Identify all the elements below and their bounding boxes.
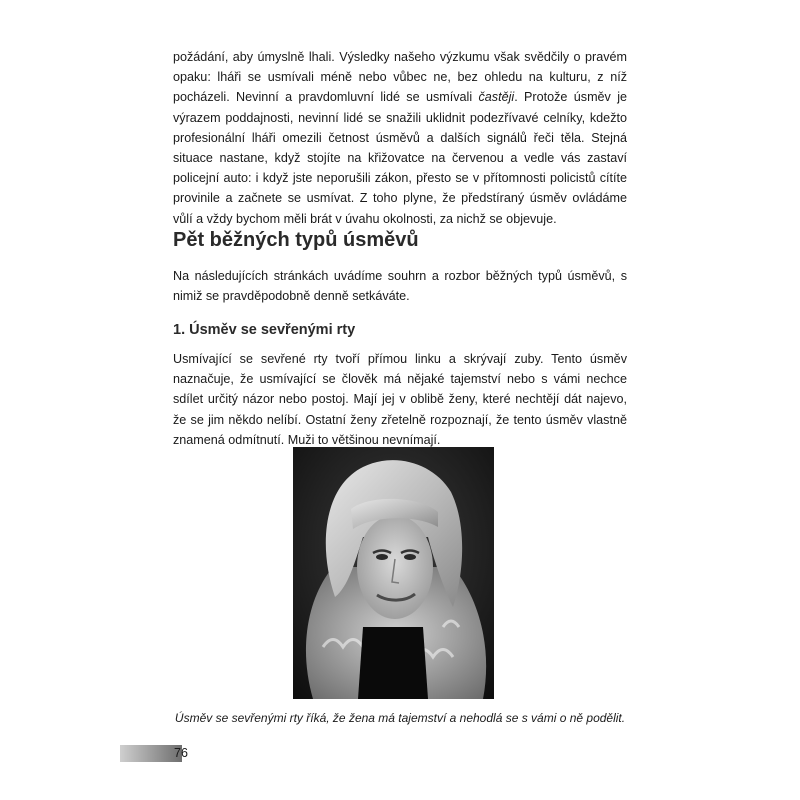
body-paragraph-2: Usmívající se sevřené rty tvoří přímou linku a skrývají zuby. Tento úsměv naznačuje, že usmívající se člověk má nějaké tajemství nebo s vámi nechce sdílet určitý názor nebo postoj. Mají jej v oblibě ženy, které nechtějí dát najevo, že se jim někdo nelíbí. Ostatní ženy zřetelně rozpoznají, že tento úsměv vlastně znamená odmítnutí. Muži to většinou nevnímají. <box>173 352 627 447</box>
portrait-photo <box>293 447 494 699</box>
page-number: 76 <box>174 746 188 760</box>
paragraph-text-run: požádání, aby úmyslně lhali. Výsledky našeho výzkumu však svědčily o pravém opaku: lháři se usmívali méně nebo vůbec ne, bez ohledu na kulturu, z níž pocházeli. Nevinní a pravdomluvní lidé se usmívali <box>173 50 627 105</box>
footer-gradient-bar <box>120 745 182 762</box>
woman-portrait-image <box>293 447 494 699</box>
paragraph-text-run: . Protože úsměv je výrazem poddajnosti, nevinní lidé se snažili uklidnit podezřívavé celníky, kdežto profesionální lháři omezili četnost úsměvů a dalších signálů řeči těla. Stejná situace nastane, když stojíte na křižovatce na červenou a vedle vás zastaví policejní auto: i když jste neporušili zákon, přesto se v přítomnosti policistů cítíte provinile a začnete se usmívat. Z toho plyne, že předstíraný úsměv ovládáme vůlí a vždy bychom měli brát v úvahu okolnosti, za nichž se objevuje. <box>173 90 627 226</box>
photo-caption: Úsměv se sevřenými rty říká, že žena má tajemství a nehodlá se s vámi o ně podělit. <box>174 711 626 725</box>
intro-paragraph: Na následujících stránkách uvádíme souhrn a rozbor běžných typů úsměvů, s nimiž se pravděpodobně denně setkáváte. <box>173 269 627 304</box>
body-paragraph-1 <box>173 47 627 229</box>
subsection-heading: 1. Úsměv se sevřenými rty <box>173 322 356 338</box>
emphasis-text: častěji <box>478 90 515 105</box>
section-heading: Pět běžných typů úsměvů <box>173 229 419 251</box>
